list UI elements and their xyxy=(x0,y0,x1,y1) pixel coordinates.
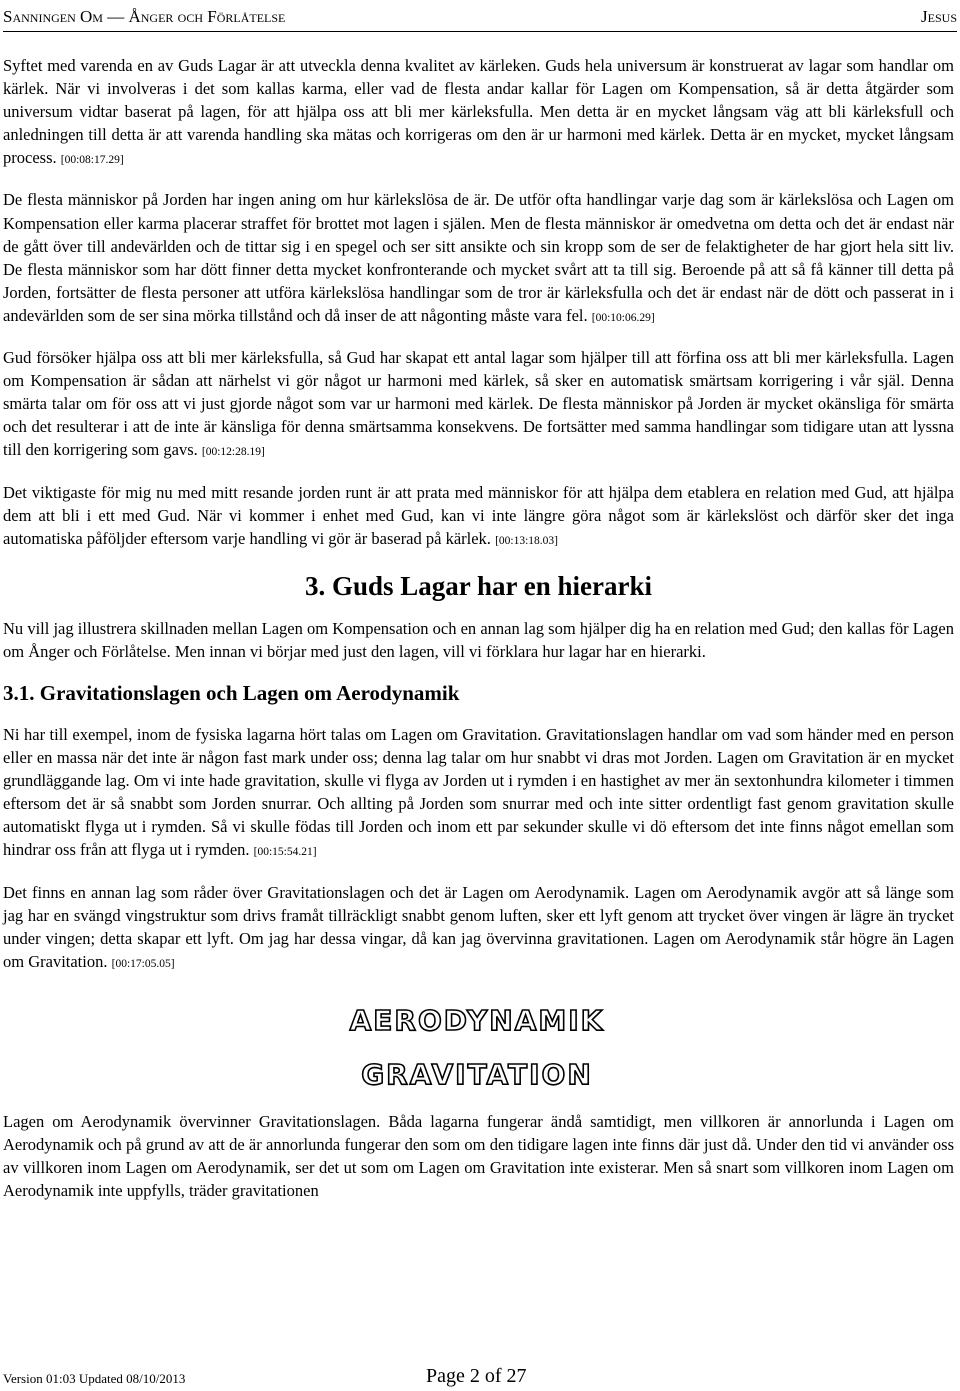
paragraph: Lagen om Aerodynamik övervinner Gravitationslagen. Båda lagarna fungerar ändå samtidigt, men villkoren är annorlunda i Lagen om Aerodynamik och på grund av att de är annorlunda fungerar den som om den tidigare lagen inte finns där just då. Under den tid vi använder oss av villkoren inom Lagen om Aerodynamik, ser det ut som om Lagen om Gravitation inte existerar. Men så snart som villkoren inom Lagen om Aerodynamik inte uppfylls, träder gravitationen xyxy=(3,1111,954,1201)
paragraph: Det finns en annan lag som råder över Gravitationslagen och det är Lagen om Aerodynamik. Lagen om Aerodynamik avgör att så länge som jag har en svängd vingstruktur som drivs framåt tillräckligt snabbt genom luften, sker ett lyft genom att trycket över vingen är lägre än trycket under vingen; detta skapar ett lyft. Om jag har dessa vingar, då kan jag övervinna gravitationen. Lagen om Aerodynamik står högre än Lagen om Gravitation. [00:17:05.05] xyxy=(3,882,954,971)
figure-label-aerodynamik: AERODYNAMIK xyxy=(349,1003,605,1037)
version-info: Version 01:03 Updated 08/10/2013 xyxy=(3,1371,186,1386)
law-hierarchy-svg xyxy=(3,992,954,1098)
section-heading: 3. Guds Lagar har en hierarki xyxy=(304,570,653,601)
page-footer xyxy=(3,1365,957,1389)
page-number: Page 2 of 27 xyxy=(426,1365,527,1387)
subsection-heading: 3.1. Gravitationslagen och Lagen om Aerodynamik xyxy=(3,680,460,705)
timestamp: [00:13:18.03] xyxy=(495,534,558,547)
paragraph: Syftet med varenda en av Guds Lagar är att utveckla denna kvalitet av kärleken. Guds hela universum är konstruerat av lagar som handlar om kärlek. När vi involveras i det som kallas karma, eller vad de flesta andar kallar för Lagen om Kompensation, så är detta åtgärder som universum vidtar baserat på lagen, för att hjälpa oss att bli mer kärleksfulla. Men detta är en mycket långsam väg att bli kärleksfull och anledningen till detta är att varenda handling ska mätas och korrigeras om den är ur harmoni med kärlek. Detta är en mycket, mycket långsam process. [00:08:17.29] xyxy=(3,56,954,168)
paragraph: Nu vill jag illustrera skillnaden mellan Lagen om Kompensation och en annan lag som hjälper dig ha en relation med Gud; den kallas för Lagen om Ånger och Förlåtelse. Men innan vi börjar med just den lagen, vill vi förklara hur lagar har en hierarki. xyxy=(3,618,954,661)
header-title: Sanningen Om — Ånger och Förlåtelse xyxy=(3,7,286,26)
paragraph: De flesta människor på Jorden har ingen aning om hur kärlekslösa de är. De utför ofta handlingar varje dag som är kärlekslösa och Lagen om Kompensation eller karma placerar straffet för brottet mot lagen i själen. Men de flesta människor är omedvetna om detta och det är endast när de gått över till andevärlden och de tittar sig i en spegel och ser sitt ansikte och sin kropp som de ser de felaktigheter de har gjort hela sitt liv. De flesta människor som har dött finner detta mycket konfronterande och mycket svårt att ta till sig. Beroende på att så få känner till detta på Jorden, fortsätter de flesta personer att utföra kärlekslösa handlingar som de tror är kärleksfulla och det är endast när de dött och passerat in i andevärlden som de ser sina mörka tillstånd och då inser de att någonting måste vara fel. [00:10:06.29] xyxy=(3,190,954,325)
timestamp: [00:15:54.21] xyxy=(253,846,317,859)
paragraph: Ni har till exempel, inom de fysiska lagarna hört talas om Lagen om Gravitation. Gravitationslagen handlar om vad som händer med en person eller en massa när det inte är någon fast mark under oss; denna lag talar om hur snabbt vi dras mot Jorden. Lagen om Gravitation är en mycket grundläggande lag. Om vi inte hade gravitation, skulle vi flyga av Jorden ut i rymden i en hastighet av mer än sextonhundra kilometer i timmen eftersom det är så snabbt som Jorden snurrar. Och allting på Jorden som snurrar med och inte sitter ordentligt fast genom gravitation skulle automatiskt flyga ut i rymden. Så vi skulle födas till Jorden och inom ett par sekunder skulle vi dö eftersom det inte finns något emellan som hindrar oss från att flyga ut i rymden. [00:15:54.21] xyxy=(3,724,954,860)
header-speaker: Jesus xyxy=(921,7,957,26)
document-body xyxy=(3,54,954,1218)
paragraph: Gud försöker hjälpa oss att bli mer kärleksfulla, så Gud har skapat ett antal lagar som hjälper till att förfina oss att bli mer kärleksfulla. Lagen om Kompensation är sådan att närhelst vi gör något ur harmoni med kärlek, så sker en automatisk smärtsam korrigering i vår själ. Denna smärta talar om för oss att vi just gjorde något som var ur harmoni med kärlek. De flesta människor på Jorden är mycket okänsliga för smärta och det resulterar i att de inte är känsliga för denna smärtsamma konsekvens. De fortsätter med samma handlingar som tidigare utan att lyssna till den korrigering som gavs. [00:12:28.19] xyxy=(3,348,954,460)
timestamp: [00:17:05.05] xyxy=(111,957,175,970)
law-hierarchy-figure xyxy=(3,992,954,1098)
page-header xyxy=(3,5,957,32)
timestamp: [00:12:28.19] xyxy=(201,446,265,459)
timestamp: [00:08:17.29] xyxy=(60,154,124,167)
figure-label-gravitation: GRAVITATION xyxy=(361,1057,593,1091)
timestamp: [00:10:06.29] xyxy=(591,311,655,324)
paragraph: Det viktigaste för mig nu med mitt resande jorden runt är att prata med människor för att hjälpa dem etablera en relation med Gud, att hjälpa dem att bli i ett med Gud. När vi kommer i enhet med Gud, kan vi inte längre göra något som är kärlekslöst och därför sker det inga automatiska påföljder eftersom varje handling vi gör är baserad på kärlek. [00:13:18.03] xyxy=(3,482,954,548)
